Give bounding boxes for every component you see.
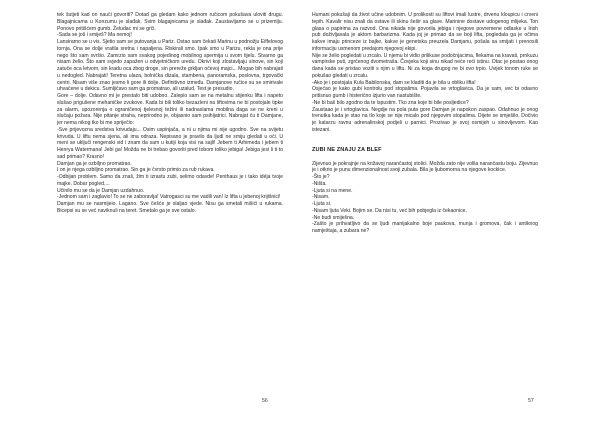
right-page-body-text-top: Humani pokušaji da život učine udobnim. U prolikosti su liftovi imali lustre, drvenu kloupicu i crveni tepih. Kavalir nisu znali da ostave ili skinu šešir sa glave. Marinine dostave udogenog mlijeka. Ton glasa o papirima za razvod. Ona nikada nije govorila jebiga i njegove povremene odlaske u Irish pub doživljavala je aktom barbarizma. Kada joj je primao da se boji lifta, pogledala ga je očima kakve imaju princeze iz bajke, kakve je genetska preuzela Damjanu, pošala sa smijati i prenosili informaciju usmenom predajom njegovoj ekipi. Nije se želio pogledati u zrcalo. U njemu bi vidio prilikuse podočnjacima, flekama na kravati, prnkuzu vampirske puti, zgrčenog dvometraša. Čovjeka koji sinu nikad neće reći istinu. Otac je postao onog dana kada se pristao voziti s njim u liftu. Ni za koga drugog ne bi ovo trpio. Uvijek tonom ruke se pokušao gledati u zrcalu. -Ako je i postojala Kula Babilonska, dam se kladiti da je bila u obliku lifta! Osjećao je kako gubi kontrolu pod stopalima. Pojavila se vrtoglavica. Da je sam, već bi odavno pritisnuo gumb i histerično izjurio van nastubište. -Ne bi baš bilo zgodno da te ispustim. Tko zna koje bi bile posljedice? Zaustaao je i vrtoglavica. Negdje na pola puta gore Damjan je napokon zaspao. Odahnuo je onog trenutka kada je stao na tlo koje se nije micalo pod njegovim stopalima. Dijete se smješilo. Dočivio je katarzu ravnu adrenalinskoj podjeli u parnici. Prozivao je svoj osmijeh u sinovljevom. Kao istezani. (312, 12, 538, 133)
right-page (312, 12, 538, 412)
page-number-left: 56 (262, 398, 268, 404)
section-gap (312, 134, 538, 148)
page-number-right: 57 (528, 398, 534, 404)
left-page-body-text: tek šutjeti kad on nauči govoriti? Dotad ga gledam kako jednom ručicom pokušava uloviti drugu. Blagajnicama u Konzumu je slađak. Svim blagajnicama je slađak. Zaustavljamo se u prizemlju. Ponovo pritišćem gumb. Želudac mi se grči. -Sada se još i smiješ? Ma nemoj! Lansiramo se u vis. Sjetio sam se putovanja u Pariz. Ostao sam čekati Marinu u podnožju Eiffelovog tornja. Ona se dolje vratila sretna i napaljena. Riskirali smo. Ipak smo u Parizu, rekla je ona prije nego što sam svršio. Zamrzio sam svakog pojedinog mobilnog spermija u svom tijelu. Stvarno ga nisam želio. Što sam svjedo zapažen u odvjetničkom uredu. Okrivi koji zlostavljaju sinove, sin koji zatuče oca letvom, sin kradu oca zbog droge, sin prereže grkljan očevoj majci... Mogao bih nabrajati u nedogled. Nabrajati! Teretna ulaza, bolnička dizala, stambena, panoramska, poslovna, trgovački centri. Nisam više znao jesmo li gore ili dolje. Definitivno između. Damjanove ručice su se smirivale uhvaćene u dekicu. Sumljičavo sam ga promatrao, ali uzalud. Test je presudio. Gore – dolje. Odavno mi je prestalo biti udobno. Zalepio sam se na metalnu stijenku lifta i napeto slušao prigušene mehaničke zvukove. Kada bi bili toliko bezazleni na liftovima ne bi postojale tipke za alarm, upozorenja o ograničenoj tjelesnoj težini ili nadnaslama mobilna daga se ne kreni u slučaju požara. Nije pitanje straha, neprirodno je, objasnio sam psihijatrici. Nabrajat ću ti Damjane, jer nema nikog tko bi me spriječio: -Sve prijevozna sredstva krivudaju... Osim uspinjača, a ni u njima mi nije ugodno. Sve na svijetu krivuda. U liftu nema sjena, ali ima odraza. Nepisano je pravilo da ljudi ne smiju gledati u oči. U meni se uključi rengenski vid i znam da sam u kutiji koja visi na sajli! Jebem ti Arhimeda i jebem ti Henrya Watermana! Jebi ga! Možda ne bi trebao govoriti pred tobom toliko jebiga! Jebiga jesi li ti to sad primao? Krasno! Damjan ga je ozbiljno promatrao. I on je njega ozbiljno promatrao. Sin ga je čvrsto primio za rub rukava. -Odbijan problem. Samo da znaš, žim ti izrastu zubi, selimo odavde! Penthaus je i tako idéja tvoje majke. Dobar pogled.... Učinilo mu se da je Damjan uzdahnuo. -Jednom sam i zaglavio! To se ne zaboravlja! Vatrogasci su me vadili van! Iz lifta u jebenoj krijišnici! Damjan mu se nasmijeio. Lagano. Sve češće je slaljao vjede. Nisu ga smetali mišići u rukama. Bicepsi su se već naviknuli na teret. Smetalo ga je sve ostalo. (57, 12, 283, 214)
right-page-body-text-bottom: Zijevnuo je pokrajnje na križavoj narančastoj stolici. Možda zato nije volila narančastu boju. Zijevnuo je i otkrio je punu dimenzionalnost svoji zubala. Bila je ljubomorna na njegove kockice. -Što je? -Ništa. -Ljuta si na mene. -Nisam. -Ljuta si. -Nisam ljuta Veki. Bojim se. Da nisi tu, već bih pobjegla iz čekaonice. -Ne budi smiješna. -Zašto je prihvatljivo da se ljudi manijakalno boje paukova, munja i gromova, čak i antiknog namještaja, a zubara ne? (312, 160, 538, 234)
left-page (57, 12, 283, 412)
section-title: ZUBI NE ZNAJU ZA BLEF (312, 147, 382, 153)
